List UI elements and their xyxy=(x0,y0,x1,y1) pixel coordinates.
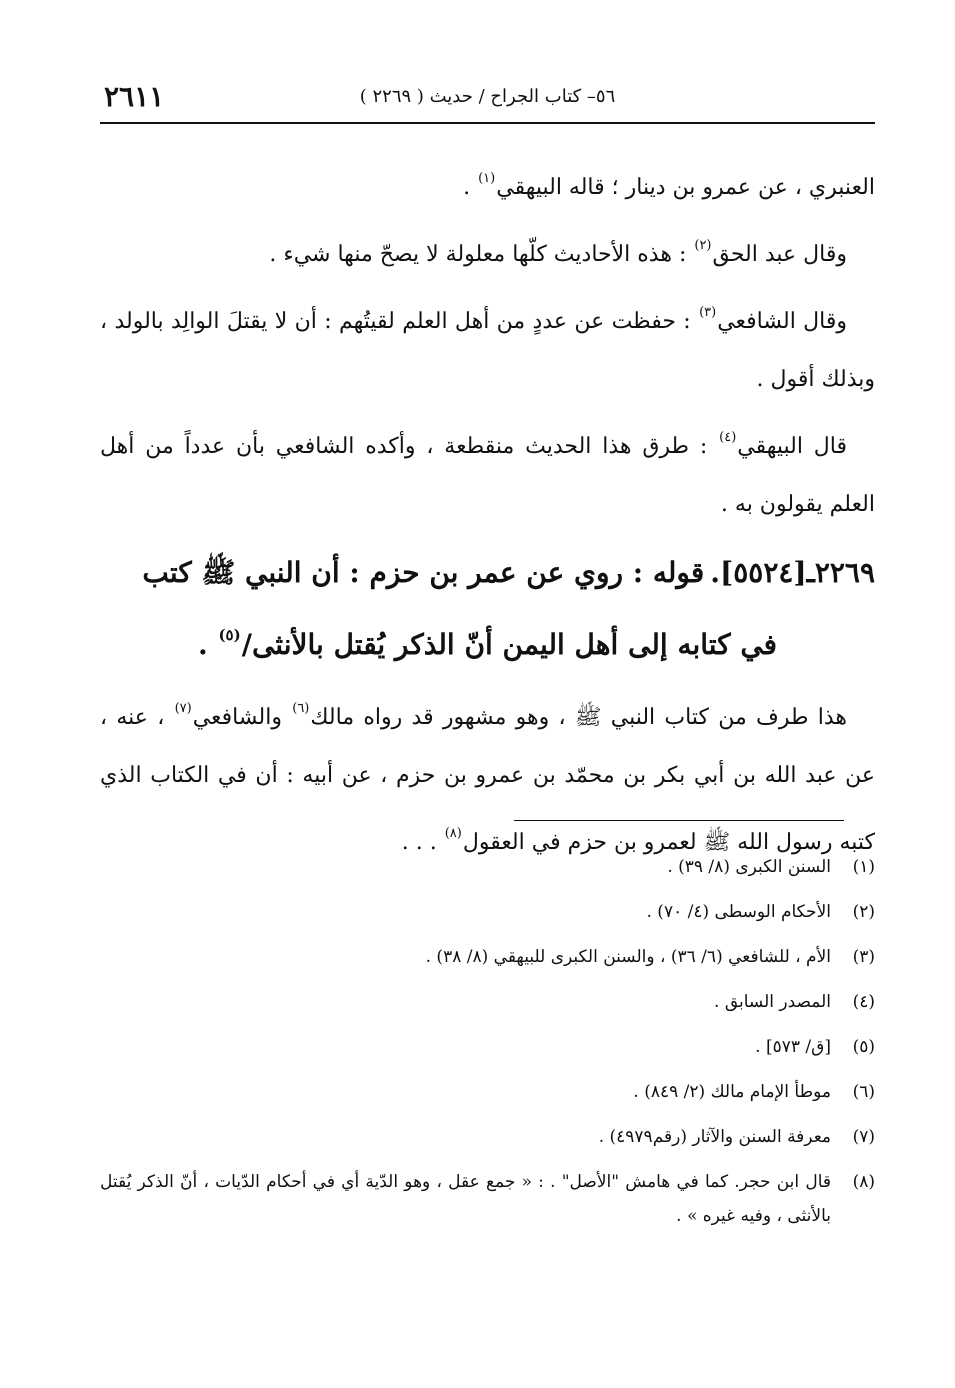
footnote-text: قال ابن حجر. كما في هامش "الأصل" . : « جمع عقل ، وهو الدّية أي في أحكام الدّيات ، أنّ الذكر يُقتل بالأنثى ، وفيه غيره » . xyxy=(100,1172,831,1226)
footnote xyxy=(100,935,875,980)
footnote xyxy=(100,1070,875,1115)
hadith-line-1: قوله : روي عن عمر بن حزم : أن النبي ﷺ كتب xyxy=(142,556,705,589)
paragraph-3: وقال الشافعي$^{(٣)}$ : حفظت عن عددٍ من أهل العلم لقيتُهم : أن لا يقتلَ الوالِد بالولد ، وبذلك أقول . xyxy=(100,305,875,392)
footnote-ref[interactable]: (٢) xyxy=(694,238,712,253)
footnote-separator xyxy=(514,820,844,821)
footnote-mark: (٣) xyxy=(852,947,875,967)
hadith-line-2: في كتابه إلى أهل اليمن أنّ الذكر يُقتل بالأنثى/$^{(٥)}$ . xyxy=(197,626,778,661)
footnote-mark: (٦) xyxy=(852,1082,875,1102)
footnote-ref[interactable]: (٦) xyxy=(292,701,310,716)
footnote xyxy=(100,845,875,890)
footnote-mark: (١) xyxy=(852,857,875,877)
paragraph-1: العنبري ، عن عمرو بن دينار ؛ قاله البيهقي$^{(١)}$ . xyxy=(463,171,875,200)
page-number: ٢٦١١ xyxy=(104,80,165,113)
footnote-mark: (٢) xyxy=(852,902,875,922)
footnote-mark: (٧) xyxy=(852,1127,875,1147)
footnote-text: السنن الكبرى (٨/ ٣٩) . xyxy=(667,857,831,877)
footnote xyxy=(100,1025,875,1070)
footnote-ref[interactable]: (٧) xyxy=(174,701,192,716)
footnote-text: معرفة السنن والآثار (رقم٤٩٧٩) . xyxy=(598,1127,831,1147)
paragraph-2: وقال عبد الحق$^{(٢)}$ : هذه الأحاديث كلّها معلولة لا يصحّ منها شيء . xyxy=(269,238,847,267)
paragraph-5: هذا طرف من كتاب النبي ﷺ ، وهو مشهور قد رواه مالك$^{(٦)}$ والشافعي$^{(٧)}$ ، عنه ، عن عبد الله بن أبي بكر بن محمّد بن عمرو بن حزم ، عن أبيه : أن في الكتاب الذي كتبه رسول الله ﷺ لعمرو بن حزم في العقول$^{(٨)}$ . . . xyxy=(100,701,875,855)
paragraph-4: قال البيهقي$^{(٤)}$ : طرق هذا الحديث منقطعة ، وأكده الشافعي بأن عدداً من أهل العلم يقولون به . xyxy=(100,430,875,517)
footnote-text: الأحكام الوسطى (٤/ ٧٠) . xyxy=(646,902,831,922)
footnote-ref[interactable]: (١) xyxy=(478,171,496,186)
hadith-heading xyxy=(100,542,875,676)
footnote xyxy=(100,1160,875,1233)
footnote-text: موطأ الإمام مالك (٢/ ٨٤٩) . xyxy=(633,1082,831,1102)
footnote xyxy=(100,980,875,1025)
footnote-ref[interactable]: (٤) xyxy=(719,430,737,445)
footnote-text: المصدر السابق . xyxy=(714,992,831,1012)
hadith-number: ٢٢٦٩ـ[٥٥٢٤]. xyxy=(710,556,875,589)
footnote-mark: (٥) xyxy=(852,1037,875,1057)
main-text xyxy=(100,150,875,872)
footnote-ref[interactable]: (٥) xyxy=(218,626,241,644)
footnote-mark: (٨) xyxy=(852,1172,875,1192)
running-title: ٥٦– كتاب الجراح / حديث ( ٢٢٦٩ ) xyxy=(359,86,616,107)
footnote-text: [ق/ ٥٧٣] . xyxy=(755,1037,831,1057)
footnote-mark: (٤) xyxy=(852,992,875,1012)
page-header xyxy=(100,72,875,124)
footnotes xyxy=(100,845,875,1233)
footnote xyxy=(100,890,875,935)
footnote-text: الأم ، للشافعي (٦/ ٣٦) ، والسنن الكبرى للبيهقي (٨/ ٣٨) . xyxy=(425,947,831,967)
footnote-ref[interactable]: (٨) xyxy=(444,826,462,841)
footnote xyxy=(100,1115,875,1160)
footnote-ref[interactable]: (٣) xyxy=(699,305,717,320)
